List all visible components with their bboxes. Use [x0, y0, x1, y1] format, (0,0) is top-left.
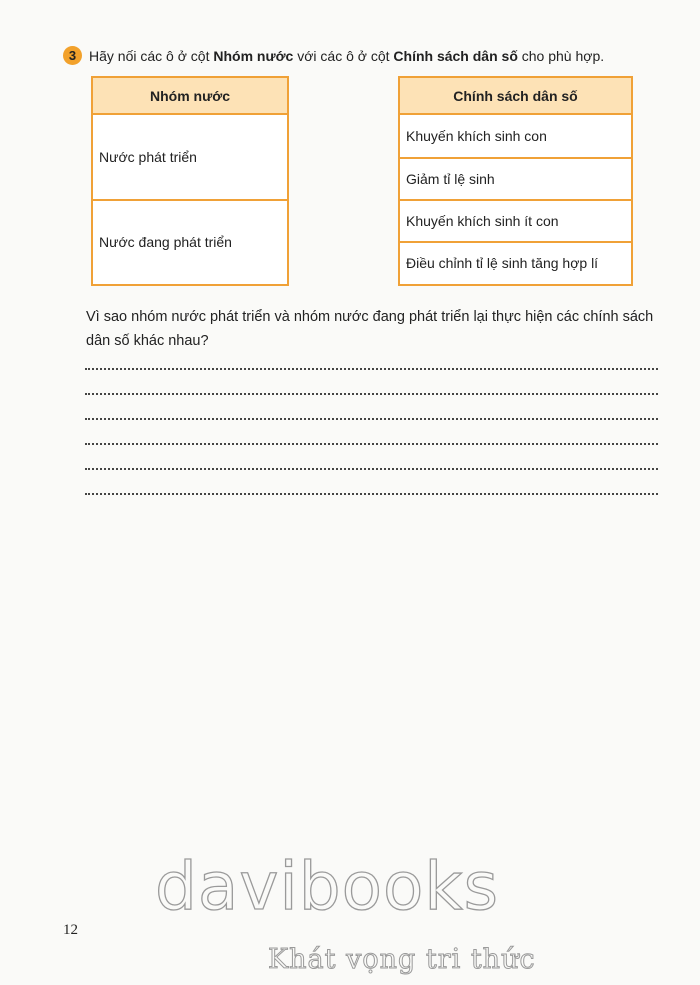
- country-group-developed[interactable]: Nước phát triển: [99, 149, 197, 165]
- policy-item[interactable]: Giảm tỉ lệ sinh: [400, 157, 631, 199]
- instruction-col1: Nhóm nước: [213, 47, 294, 64]
- question-3-header: [63, 46, 604, 65]
- instruction-suffix: cho phù hợp.: [517, 47, 605, 64]
- answer-line[interactable]: [85, 418, 658, 420]
- population-policies-header: Chính sách dân số: [400, 78, 631, 115]
- watermark-slogan: Khát vọng tri thức: [268, 944, 536, 975]
- instruction-middle: với các ô ở cột: [293, 47, 394, 64]
- answer-line[interactable]: [85, 493, 658, 495]
- question-number-badge: 3: [63, 46, 82, 65]
- question-2-text: Vì sao nhóm nước phát triển và nhóm nước đang phát triển lại thực hiện các chính sách dân số khác nhau?: [86, 309, 654, 349]
- answer-line[interactable]: [85, 368, 658, 370]
- answer-line[interactable]: [85, 443, 658, 445]
- answer-line[interactable]: [85, 393, 658, 395]
- country-groups-table: [91, 76, 289, 286]
- country-group-developing[interactable]: Nước đang phát triển: [93, 199, 287, 283]
- country-groups-header: Nhóm nước: [93, 78, 287, 115]
- population-policies-table: [398, 76, 633, 286]
- instruction-prefix: Hãy nối các ô ở cột: [89, 47, 214, 64]
- instruction-col2: Chính sách dân số: [393, 47, 518, 64]
- policy-item[interactable]: Khuyến khích sinh ít con: [400, 199, 631, 241]
- question-3-instruction: [89, 48, 604, 64]
- policy-item[interactable]: Khuyến khích sinh con: [406, 128, 547, 144]
- page-number: 12: [63, 922, 78, 938]
- answer-line[interactable]: [85, 468, 658, 470]
- policy-item[interactable]: Điều chỉnh tỉ lệ sinh tăng hợp lí: [400, 241, 631, 283]
- watermark-logo: davibooks: [155, 848, 499, 925]
